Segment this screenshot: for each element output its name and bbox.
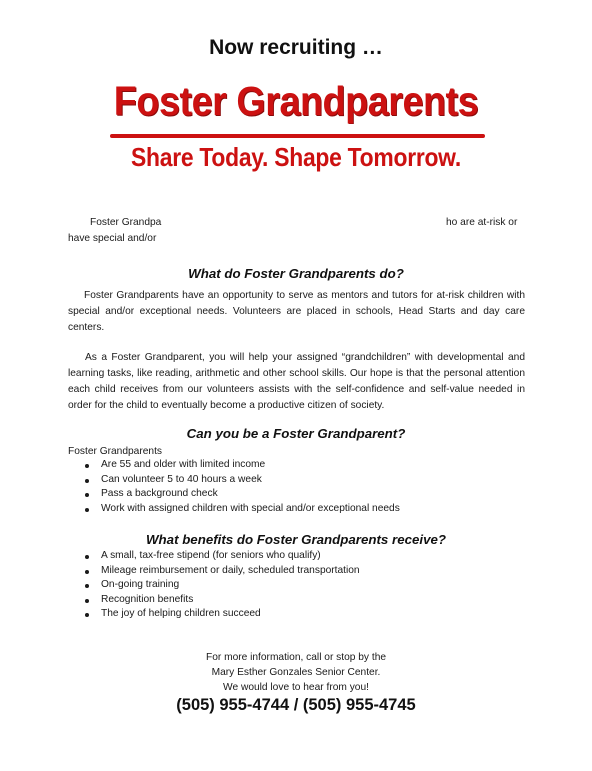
bullet-icon <box>85 555 89 559</box>
list-item: A small, tax-free stipend (for seniors who qualify) <box>85 549 525 564</box>
list-item: Recognition benefits <box>85 593 525 608</box>
contact-line1: For more information, call or stop by the <box>205 652 387 663</box>
section-heading-what-do: What do Foster Grandparents do? <box>188 266 404 281</box>
intro-line2-left: have special and/or <box>68 233 157 244</box>
logo-title: Foster Grandparents <box>113 78 479 124</box>
bullet-icon <box>85 508 89 512</box>
bullet-icon <box>85 479 89 483</box>
list-item: Can volunteer 5 to 40 hours a week <box>85 473 525 488</box>
list-item: Work with assigned children with special and/or exceptional needs <box>85 502 525 517</box>
logo-divider <box>110 134 485 138</box>
requirements-list <box>85 458 525 516</box>
list-item: Pass a background check <box>85 487 525 502</box>
section-heading-can-you: Can you be a Foster Grandparent? <box>186 426 406 441</box>
bullet-icon <box>85 584 89 588</box>
recruiting-heading: Now recruiting … <box>209 36 383 59</box>
phone-numbers: (505) 955-4744 / (505) 955-4745 <box>176 696 416 714</box>
bullet-icon <box>85 570 89 574</box>
contact-line2: Mary Esther Gonzales Senior Center. <box>211 667 381 678</box>
paragraph-mentors: Foster Grandparents have an opportunity to serve as mentors and tutors for at-risk children with special and/or exceptional needs. Volunteers are placed in schools, Head Starts and day care centers. <box>68 290 525 333</box>
bullet-icon <box>85 599 89 603</box>
list-item: Mileage reimbursement or daily, scheduled transportation <box>85 564 525 579</box>
list-item: The joy of helping children succeed <box>85 607 525 622</box>
requirements-label: Foster Grandparents <box>68 446 162 457</box>
bullet-icon <box>85 493 89 497</box>
benefits-list <box>85 549 525 622</box>
contact-line3: We would love to hear from you! <box>223 682 369 693</box>
intro-line1-left: Foster Grandpa <box>90 217 162 228</box>
bullet-icon <box>85 464 89 468</box>
paragraph-grandchildren: As a Foster Grandparent, you will help your assigned “grandchildren” with developmental and learning tasks, like reading, arithmetic and other school skills. Our hope is that the personal attention each child receives from our volunteers assists with the self-confidence and self-value needed in order for the child to eventually become a productive citizen of society. <box>68 352 525 411</box>
intro-line1-right: ho are at-risk or <box>446 217 518 228</box>
logo-tagline: Share Today. Shape Tomorrow. <box>131 142 461 172</box>
section-heading-benefits: What benefits do Foster Grandparents receive? <box>146 532 446 547</box>
bullet-icon <box>85 613 89 617</box>
list-item: On-going training <box>85 578 525 593</box>
list-item: Are 55 and older with limited income <box>85 458 525 473</box>
